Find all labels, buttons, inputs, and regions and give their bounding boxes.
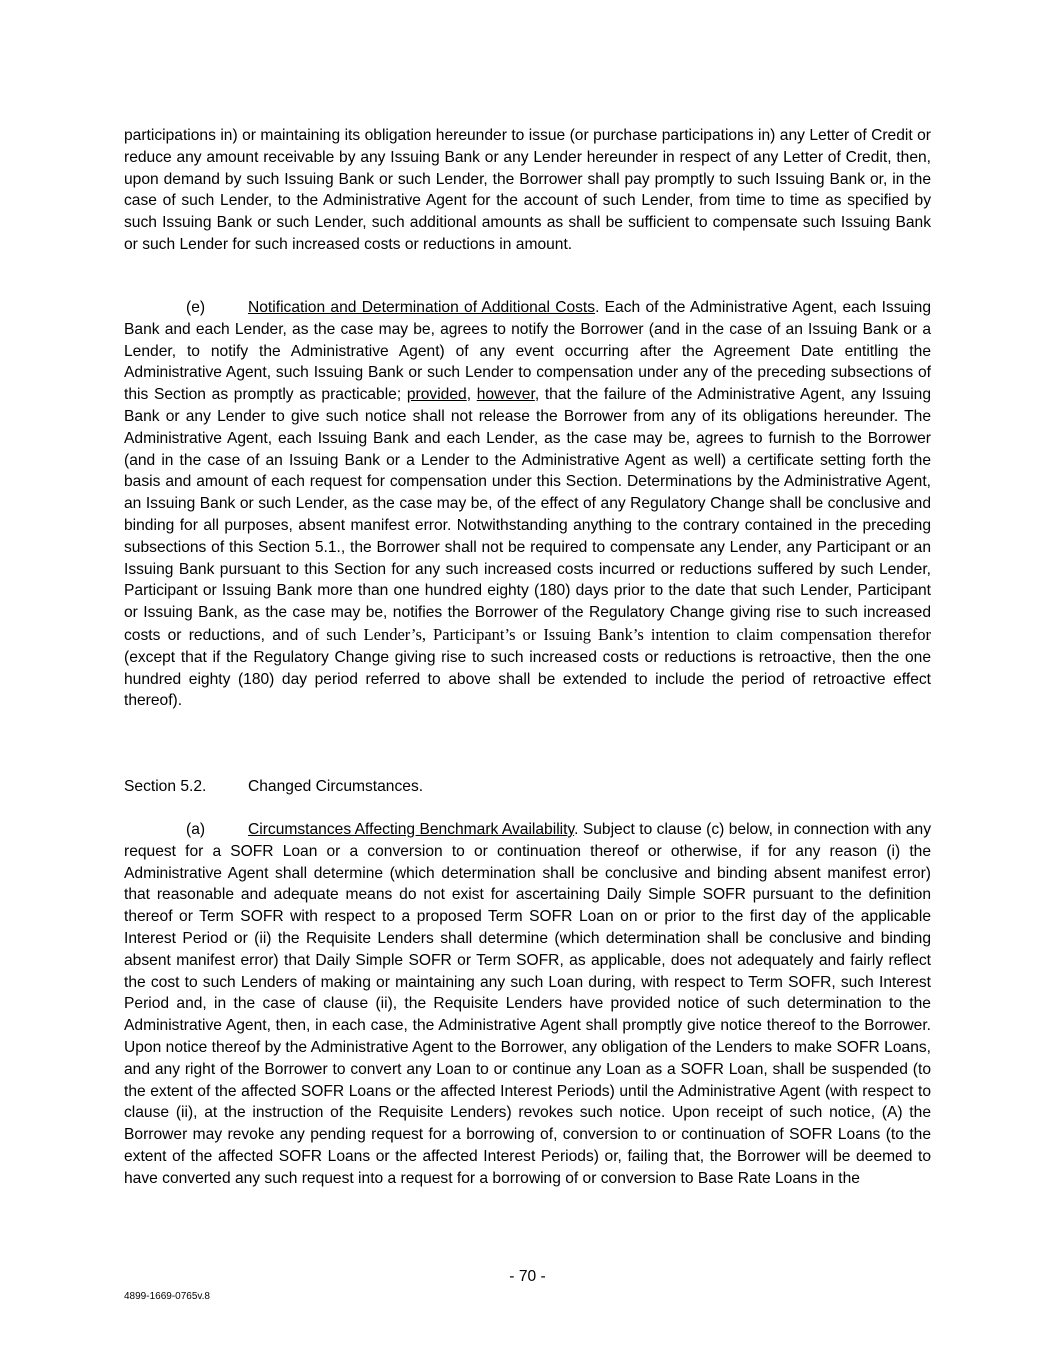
section-e-text-3: (except that if the Regulatory Change giving rise to such increased costs or reductions is retroactive, then the one hundred eighty (180) day period referred to above shall be extended to include the period of retroactive effect thereof). <box>124 648 931 710</box>
document-id: 4899-1669-0765v.8 <box>124 1291 210 1302</box>
section-e-heading: Notification and Determination of Additional Costs <box>248 299 596 316</box>
paragraph-section-e <box>124 297 931 712</box>
section-e-text-1: . Each of the Administrative Agent, each Issuing Bank and each Lender, as the case may be, agrees to notify the Borrower (and in the case of an Issuing Bank or a Lender, to notify the Administrative Agent) of any event occurring after the Agreement Date entitling the Administrative Agent, such Issuing Bank or such Lender to compensation under any of the preceding subsections of this Section as promptly as practicable; <box>124 299 931 404</box>
section-a-heading: Circumstances Affecting Benchmark Availability <box>248 821 575 838</box>
section-a-text: . Subject to clause (c) below, in connection with any request for a SOFR Loan or a conversion to or continuation thereof or otherwise, if for any reason (i) the Administrative Agent shall determine (which determination shall be conclusive and binding absent manifest error) that reasonable and adequate means do not exist for ascertaining Daily Simple SOFR pursuant to the definition thereof or Term SOFR with respect to a proposed Term SOFR Loan on or prior to the first day of the applicable Interest Period or (ii) the Requisite Lenders shall determine (which determination shall be conclusive and binding absent manifest error) that Daily Simple SOFR or Term SOFR, as applicable, does not adequately and fairly reflect the cost to such Lenders of making or maintaining any such Loan during, with respect to Term SOFR, such Interest Period and, in the case of clause (ii), the Requisite Lenders have provided notice of such determination to the Administrative Agent, then, in each case, the Administrative Agent shall promptly give notice thereof to the Borrower. Upon notice thereof by the Administrative Agent to the Borrower, any obligation of the Lenders to make SOFR Loans, and any right of the Borrower to convert any Loan to or continue any Loan as a SOFR Loan, shall be suspended (to the extent of the affected SOFR Loans or the affected Interest Periods) until the Administrative Agent (with respect to clause (ii), at the instruction of the Requisite Lenders) revokes such notice. Upon receipt of such notice, (A) the Borrower may revoke any pending request for a borrowing of, conversion to or continuation of SOFR Loans (to the extent of the affected SOFR Loans or the affected Interest Periods) or, failing that, the Borrower will be deemed to have converted any such request into a request for a borrowing of or conversion to Base Rate Loans in the <box>124 821 932 1187</box>
section-e-label: (e) <box>186 299 206 316</box>
comma-separator: , <box>466 386 477 404</box>
paragraph-section-a <box>124 819 931 1190</box>
section-a-label: (a) <box>186 821 206 838</box>
however-term: however <box>476 386 535 404</box>
page-number: - 70 - <box>509 1268 546 1285</box>
section-number: Section 5.2. <box>124 778 207 795</box>
provided-term: provided <box>406 386 467 404</box>
section-e-text-2: , that the failure of the Administrative Agent, any Issuing Bank or any Lender to give such notice shall not release the Borrower from any of its obligations hereunder. The Administrative Agent, each Issuing Bank and each Lender, as the case may be, agrees to furnish to the Borrower (and in the case of an Issuing Bank or a Lender to the Administrative Agent as well) a certificate setting forth the basis and amount of each request for compensation under this Section. Determinations by the Administrative Agent, an Issuing Bank or such Lender, as the case may be, of the effect of any Regulatory Change shall be conclusive and binding for all purposes, absent manifest error. Notwithstanding anything to the contrary contained in the preceding subsections of this Section 5.1., the Borrower shall not be required to compensate any Lender, any Participant or an Issuing Bank pursuant to this Section for any such increased costs incurred or reductions suffered by such Lender, Participant or Issuing Bank more than one hundred eighty (180) days prior to the date that such Lender, Participant or Issuing Bank, as the case may be, notifies the Borrower of the Regulatory Change giving rise to such increased costs or reductions, and <box>124 386 932 644</box>
section-e-serif-fragment: of such Lender’s, Participant’s or Issuing Bank’s intention to claim compensation therefor <box>305 624 931 644</box>
section-title: Changed Circumstances. <box>248 778 424 795</box>
paragraph-continuation: participations in) or maintaining its obligation hereunder to issue (or purchase participations in) any Letter of Credit or reduce any amount receivable by any Issuing Bank or any Lender hereunder in respect of any Letter of Credit, then, upon demand by such Issuing Bank or such Lender, the Borrower shall pay promptly to such Issuing Bank or, in the case of such Lender, to the Administrative Agent for the account of such Lender, from time to time as specified by such Issuing Bank or such Lender, such additional amounts as shall be sufficient to compensate such Issuing Bank or such Lender for such increased costs or reductions in amount. <box>124 127 931 253</box>
section-heading <box>124 776 423 798</box>
